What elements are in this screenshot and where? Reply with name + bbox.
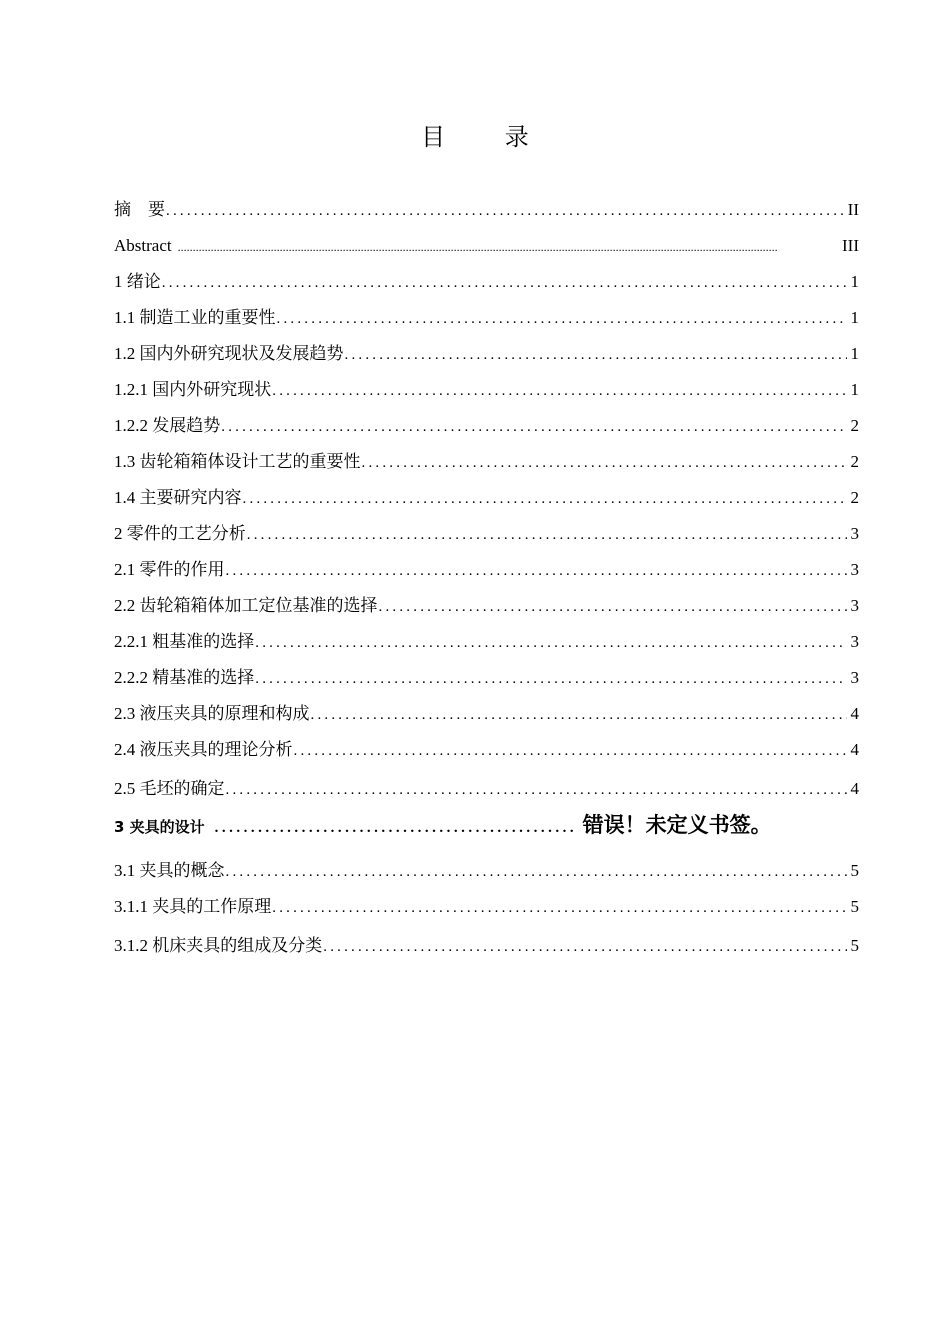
toc-entry-text: 2.4 液压夹具的理论分析 [114, 740, 293, 759]
toc-entry-1-1[interactable] [114, 304, 859, 340]
toc-page-number: II [847, 200, 859, 219]
toc-page-number: 1 [850, 272, 859, 291]
toc-entry-2-4[interactable] [114, 736, 859, 775]
toc-entry-text: 2.2.2 精基准的选择 [114, 668, 255, 687]
toc-dot-leader [323, 933, 846, 961]
toc-page-number: 3 [850, 668, 859, 687]
toc-bookmark-error: 错误！未定义书签。 [582, 813, 772, 837]
toc-page-number: III [842, 236, 859, 255]
toc-entry-1-4[interactable] [114, 484, 859, 520]
toc-entry-text: 2.3 液压夹具的原理和构成 [114, 704, 310, 723]
toc-entry-text: 2.1 零件的作用 [114, 560, 225, 579]
toc-dot-leader [379, 593, 847, 621]
toc-entry-text: 摘 要 [114, 200, 165, 219]
toc-dot-leader [294, 737, 847, 765]
toc-page-number: 3 [850, 524, 859, 543]
toc-page-number: 3 [850, 596, 859, 615]
toc-entry-text: 2.5 毛坯的确定 [114, 779, 225, 798]
toc-entry-1-2-2[interactable] [114, 412, 859, 448]
toc-entry-text: 3.1.1 夹具的工作原理 [114, 897, 272, 916]
toc-entry-text: 3 夹具的设计 [114, 818, 205, 836]
toc-entry-2-5[interactable] [114, 775, 859, 811]
toc-dot-leader [243, 485, 847, 513]
toc-entry-1-2[interactable] [114, 340, 859, 376]
toc-entry-abstract-cn[interactable] [114, 196, 859, 232]
toc-entry-text: 1.2.2 发展趋势 [114, 416, 221, 435]
toc-entry-chapter-1[interactable] [114, 268, 859, 304]
toc-dot-leader [272, 894, 846, 922]
toc-page-number: 5 [850, 861, 859, 880]
toc-dot-leader [226, 858, 847, 886]
toc-dot-leader [166, 197, 844, 225]
toc-dot-leader [178, 233, 838, 261]
toc-entry-text: 2.2.1 粗基准的选择 [114, 632, 255, 651]
toc-page-number: 2 [850, 452, 859, 471]
toc-entry-3-1[interactable] [114, 857, 859, 893]
toc-dot-leader [362, 449, 847, 477]
toc-entry-text: 1.4 主要研究内容 [114, 488, 242, 507]
toc-dot-leader [221, 413, 846, 441]
toc-page-number: 4 [850, 740, 859, 759]
toc-entry-3-1-1[interactable] [114, 893, 859, 932]
toc-entry-text: 2 零件的工艺分析 [114, 524, 246, 543]
toc-entry-abstract-en[interactable] [114, 232, 859, 268]
toc-entry-1-3[interactable] [114, 448, 859, 484]
toc-entry-1-2-1[interactable] [114, 376, 859, 412]
toc-entry-2-2[interactable] [114, 592, 859, 628]
toc-entry-2-1[interactable] [114, 556, 859, 592]
toc-entry-chapter-3[interactable] [114, 811, 859, 857]
toc-dot-leader [311, 701, 847, 729]
toc-dot-leader [272, 377, 846, 405]
toc-entry-text: 2.2 齿轮箱箱体加工定位基准的选择 [114, 596, 378, 615]
toc-dot-leader [226, 776, 847, 804]
toc-title: 目 录 [421, 123, 555, 151]
toc-dot-leader [215, 814, 575, 842]
toc-entry-3-1-2[interactable] [114, 932, 859, 968]
toc-page-number: 2 [850, 416, 859, 435]
toc-page-number: 3 [850, 632, 859, 651]
toc-entry-chapter-2[interactable] [114, 520, 859, 556]
toc-entry-text: Abstract [114, 236, 172, 255]
toc-page-number: 4 [850, 779, 859, 798]
toc-page-number: 2 [850, 488, 859, 507]
toc-page-number: 5 [850, 897, 859, 916]
toc-page-number: 3 [850, 560, 859, 579]
toc-entry-text: 1.2 国内外研究现状及发展趋势 [114, 344, 344, 363]
toc-page-number: 1 [850, 380, 859, 399]
toc-dot-leader [255, 629, 846, 657]
toc-page-number: 4 [850, 704, 859, 723]
toc-entry-text: 1.3 齿轮箱箱体设计工艺的重要性 [114, 452, 361, 471]
toc-dot-leader [277, 305, 847, 333]
toc-dot-leader [247, 521, 847, 549]
toc-list [114, 196, 859, 968]
toc-dot-leader [162, 269, 847, 297]
toc-entry-text: 3.1 夹具的概念 [114, 861, 225, 880]
toc-entry-text: 1.1 制造工业的重要性 [114, 308, 276, 327]
toc-entry-text: 1 绪论 [114, 272, 161, 291]
toc-entry-text: 1.2.1 国内外研究现状 [114, 380, 272, 399]
toc-entry-2-2-1[interactable] [114, 628, 859, 664]
toc-dot-leader [255, 665, 846, 693]
toc-entry-2-3[interactable] [114, 700, 859, 736]
toc-dot-leader [226, 557, 847, 585]
toc-page-number: 1 [850, 344, 859, 363]
toc-entry-text: 3.1.2 机床夹具的组成及分类 [114, 936, 323, 955]
toc-page-number: 1 [850, 308, 859, 327]
toc-entry-2-2-2[interactable] [114, 664, 859, 700]
toc-page-number: 5 [850, 936, 859, 955]
toc-dot-leader [345, 341, 847, 369]
